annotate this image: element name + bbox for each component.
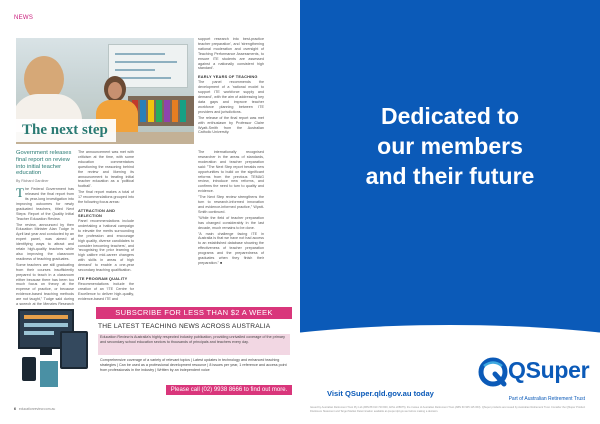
ad-features: Comprehensive coverage of a variety of relevant topics | Latest updates in technology and enhanced teaching strategies | Can be used as a professional development resource | 8 issues per year, 1 reference and access point from professionals in the industry | Written by an independent voice	[100, 358, 287, 372]
qsuper-logo[interactable]	[478, 355, 588, 395]
tablet-illustration	[60, 331, 88, 369]
page-number: 6	[14, 407, 16, 411]
paragraph: The internationally recognised researcher in the areas of standards, moderation and teacher preparation said: "The Next Step report heralds new opportunities to build on the significant reforms from the previous TEMAG review, introduce new reforms, and confirms the need to turn to quality and evidence.	[198, 150, 264, 194]
logo-tagline: Part of Australian Retirement Trust	[508, 396, 585, 402]
ad-headline-main	[300, 101, 600, 191]
section-heading: ITE PROGRAM QUALITY	[78, 275, 128, 281]
drop-cap: T	[16, 185, 24, 201]
legal-disclaimer: Issued by Australian Retirement Trust Pty Ltd (ABN 88 010 720 840, AFSL 228975), the trustee of Australian Retirement Trust (ABN 60 905 115 063). QSuper products are issued by Australian Retirement Trust. Consider the QSuper Product Disclosure Statement and Target Market Determination available at qsuper.qld.gov.au before making a decision.	[310, 406, 586, 413]
subscription-ad[interactable]	[16, 305, 292, 397]
paragraph: Recommendations include the creation of an 'ITE Centre for Excellence to deliver high-quality, evidence-based ITE and	[78, 281, 134, 301]
paragraph: support research into best-practice teacher preparation', and 'strengthening national moderation and oversight of Teaching Performance Assessments, to ensure ITE students are assessed against a nationally consistent high standard'.	[198, 37, 264, 71]
section-heading: ATTRACTION AND SELECTION	[78, 207, 116, 218]
headline-line: our members	[377, 133, 523, 159]
section-label: NEWS	[14, 15, 34, 21]
ad-headline: THE LATEST TEACHING NEWS ACROSS AUSTRALIA	[98, 323, 271, 330]
paragraph: Some teachers are still graduating from their courses insufficiently prepared to teach in a classroom either because there has been too much focus on theory at the expense of practice, or because evidence-based teaching methods are not taught," Tudge said during	[16, 262, 74, 302]
qsuper-logo-icon	[478, 357, 508, 387]
phone-illustration	[22, 357, 36, 381]
headline-line: Dedicated to	[380, 103, 520, 129]
magazine-illustration	[40, 361, 58, 387]
paragraph: The review, announced by then Education Minister Alan Tudge in April last year and conducted by an expert panel, was aimed at identifying ways to attract and retain high-quality teachers while also improving the classroom readiness of teaching graduates.	[16, 222, 74, 261]
ad-call-to-action[interactable]: Please call (02) 9938 8666 to find out more.	[166, 385, 292, 395]
lead-text: he Federal Government has released the final report from its year-long investigation into improving outcomes for newly graduated teachers, titled Next Steps: Report of the Quality Initial Teacher Education Review.	[16, 187, 74, 221]
paragraph: "While the field of teacher preparation has changed considerably in the last decade, much remains to be done.	[198, 215, 264, 230]
paragraph: The panel recommends the development of a 'national model to support ITE workforce supply and demand', with the aim of addressing key data gaps and improve teacher workforce planning between ITE providers and jurisdictions.	[198, 80, 264, 114]
byline: By Richard Gardiner	[16, 179, 49, 184]
article-column-1	[16, 150, 74, 312]
article-subhead: Government releases final report on review into initial teacher education	[16, 150, 72, 177]
paragraph: Panel recommendations include undertaking a 'national campaign to elevate the merits surrounding the profession and encourage high quality, diverse candidates to consider becoming teachers', and 'recognising the prior learning of high calibre mid-career changers with skills in areas of high demand' to enable a one-year secondary teaching qualification.	[78, 218, 134, 273]
paragraph: "A main challenge facing ITE in Australia is that we have not had access to an established database showing the effectiveness of teacher preparation programs and the preparedness of graduates when they finish their preparation." ■	[198, 231, 264, 265]
monitor-stand	[40, 349, 52, 355]
paragraph: The final report makes a total of 17 recommendations grouped into the following focus areas:	[78, 190, 134, 205]
paragraph: "The Next Step review strengthens the turn to research-informed innovation and evidence-informed practice," Wyatt-Smith continued.	[198, 195, 264, 214]
lead-paragraph	[16, 187, 74, 221]
article-column-4	[198, 150, 264, 266]
article-title: The next step	[16, 119, 116, 142]
footer-url[interactable]: educationreview.com.au	[18, 407, 56, 411]
headline-line: and their future	[365, 163, 535, 189]
section-heading: EARLY YEARS OF TEACHING	[198, 74, 258, 80]
teacher-face	[108, 82, 122, 99]
logo-wordmark: QSuper	[508, 357, 590, 383]
right-page-ad	[300, 0, 600, 424]
paragraph: The announcement was met with criticism at the time, with some education commentators questioning the reasoning behind the review and likening its announcement to treating initial teacher education as a 'political football'.	[78, 150, 134, 189]
ad-description: Education Review is Australia's highly respected industry publication, providing unrivalled coverage of the primary and secondary school education sectors to thousands of principals and teachers every day.	[98, 334, 290, 355]
visit-link[interactable]: Visit QSuper.qld.gov.au today	[327, 389, 434, 398]
ad-banner: SUBSCRIBE FOR LESS THAN $2 A WEEK	[96, 307, 292, 319]
article-column-3	[198, 37, 264, 135]
paragraph: The release of the final report was met with enthusiasm by Professor Claire Wyatt-Smith from the Australian Catholic University.	[198, 115, 264, 135]
page-footer	[14, 407, 55, 411]
article-column-2	[78, 150, 134, 302]
